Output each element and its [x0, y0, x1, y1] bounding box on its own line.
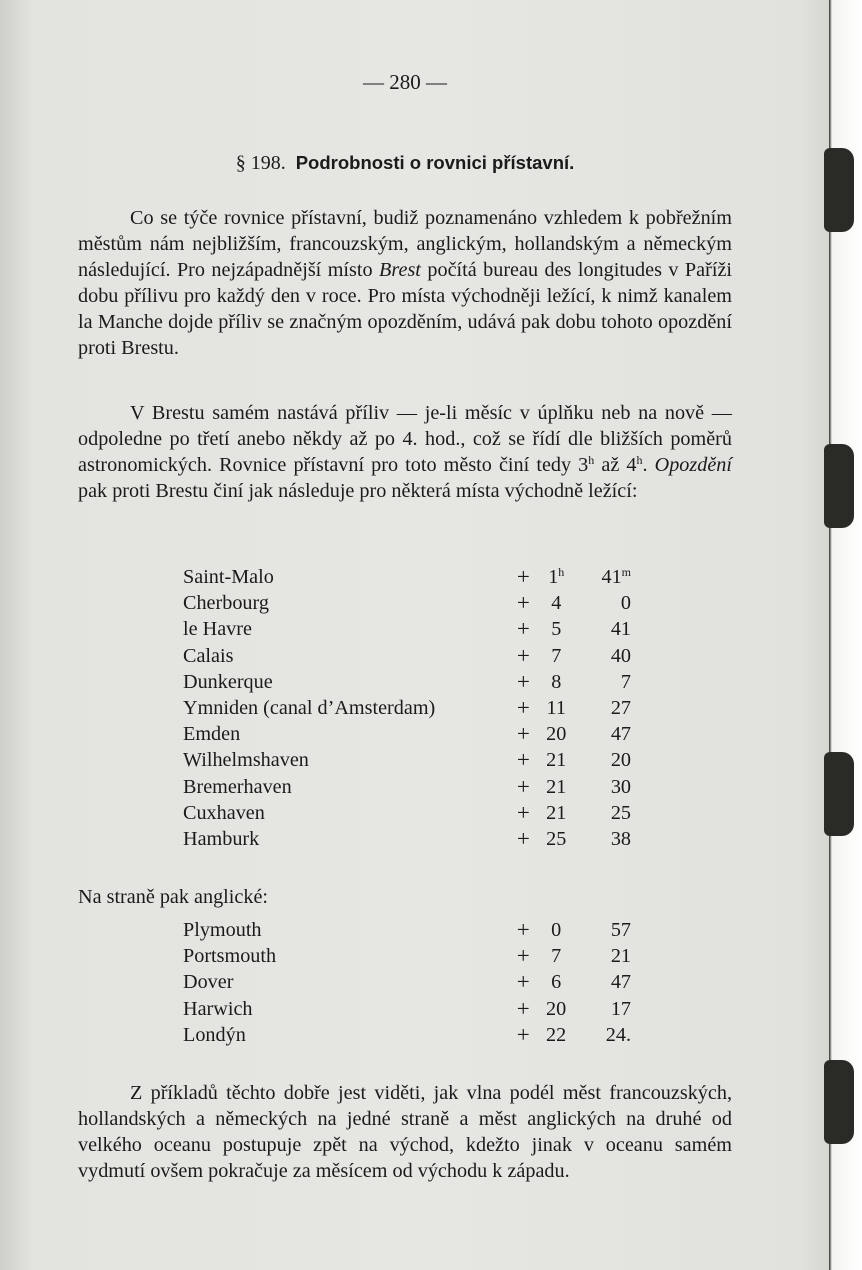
binding-mark: [824, 752, 854, 836]
minutes-value: 7: [620, 670, 631, 693]
brest-italic: Brest: [379, 259, 421, 282]
plus-sign: +: [516, 826, 530, 852]
brest-text-3: .: [642, 454, 655, 477]
hour-superscript: h: [588, 453, 595, 468]
port-name: le Havre: [183, 618, 252, 641]
hours-value: 4: [551, 592, 562, 615]
table-row: [183, 590, 643, 616]
port-name: Dunkerque: [183, 670, 273, 693]
port-name: Saint-Malo: [183, 566, 274, 588]
table-row: [183, 996, 643, 1022]
hours-value: 20: [546, 997, 567, 1020]
hours-value: 8: [551, 670, 562, 693]
plus-sign: +: [516, 642, 530, 668]
table-row: [183, 800, 643, 826]
section-heading: [0, 152, 810, 175]
minutes-value: 30: [610, 775, 631, 798]
minutes-number: 41: [601, 566, 622, 588]
plus-sign: +: [516, 773, 530, 799]
plus-sign: +: [516, 590, 530, 616]
hours-value: [536, 564, 576, 590]
minutes-value: 27: [610, 697, 631, 720]
hours-value: 6: [551, 971, 562, 994]
plus-sign: +: [516, 799, 530, 825]
minutes-value: 38: [610, 828, 631, 851]
port-name: Emden: [183, 723, 241, 746]
continental-ports-table: [183, 564, 643, 852]
minutes-value: 47: [610, 723, 631, 746]
english-ports-table: [183, 917, 643, 1048]
minutes-value: 20: [610, 749, 631, 772]
port-name: Hamburk: [183, 828, 260, 851]
minutes-value: 41: [610, 618, 631, 641]
table-row: [183, 826, 643, 852]
intro-paragraph: [78, 205, 732, 362]
hours-value: 22: [546, 1023, 567, 1046]
hours-value: 21: [546, 749, 567, 772]
minutes-value: [576, 564, 643, 590]
plus-sign: +: [516, 668, 530, 694]
brest-text-1: V Brestu samém nastává příliv — je-li měsíc v úplňku neb na nově — odpoledne po třetí anebo někdy až po 4. hod., což se řídí dle bližších poměrů astronomických. Rovnice přístavní pro toto město činí tedy 3: [78, 402, 732, 477]
brest-text-4: pak proti Brestu činí jak následuje pro některá místa východně ležící:: [78, 480, 638, 503]
closing-paragraph: Z příkladů těchto dobře jest viděti, jak vlna podél měst francouzských, hollandských a německých na jedné straně a měst anglických na druhé od velkého oceanu postupuje zpět na východ, kdežto jinak v oceanu samém vydmutí ovšem pokračuje za měsícem od východu k západu.: [78, 1082, 732, 1183]
plus-sign: +: [516, 747, 530, 773]
minutes-value: 25: [610, 801, 631, 824]
table-row: [183, 917, 643, 943]
hours-value: 0: [551, 919, 562, 941]
brest-paragraph: [78, 400, 732, 504]
table-row: [183, 695, 643, 721]
table-row: [183, 669, 643, 695]
port-name: Wilhelmshaven: [183, 749, 309, 772]
intro-text-1: Co se týče rovnice přístavní, budiž poznamenáno vzhledem k pobřežním městům nám nejbližším, francouzským, anglickým, hollandským a německým následující. Pro nejzápadnější místo: [78, 207, 732, 282]
intro-text-2: počítá bureau des longitudes v Paříži dobu přílivu pro každý den v roce. Pro místa východněji ležící, k nimž kanalem la Manche dojde příliv se značným opozděním, udává pak dobu tohoto opozdění proti Brestu.: [78, 259, 733, 360]
table-row: [183, 774, 643, 800]
port-name: Calais: [183, 644, 234, 667]
english-side-heading: Na straně pak anglické:: [78, 886, 269, 908]
table-row: [183, 564, 643, 590]
port-name: Harwich: [183, 997, 253, 1020]
hours-value: 25: [546, 828, 567, 851]
brest-text-2: až 4: [594, 454, 637, 477]
port-name: Cherbourg: [183, 592, 269, 615]
section-number: § 198.: [235, 152, 286, 174]
hours-value: 20: [546, 723, 567, 746]
hours-number: 1: [548, 566, 559, 588]
plus-sign: +: [516, 564, 530, 589]
binding-mark: [824, 1060, 854, 1144]
hour-superscript: h: [636, 453, 643, 468]
table-row: [183, 721, 643, 747]
minutes-value: 17: [610, 997, 631, 1020]
table-row: [183, 1022, 643, 1048]
port-name: Cuxhaven: [183, 801, 265, 824]
port-name: Bremerhaven: [183, 775, 292, 798]
minutes-value: 40: [610, 644, 631, 667]
plus-sign: +: [516, 616, 530, 642]
plus-sign: +: [516, 721, 530, 747]
plus-sign: +: [516, 995, 530, 1021]
page-number: — 280 —: [363, 70, 447, 94]
port-name: Londýn: [183, 1023, 246, 1046]
table-row: [183, 643, 643, 669]
table-row: [183, 969, 643, 995]
port-name: Dover: [183, 971, 234, 994]
minutes-value: 57: [610, 919, 631, 941]
hours-unit: h: [558, 565, 565, 579]
hours-value: 11: [546, 697, 566, 720]
table-row: [183, 616, 643, 642]
minutes-value: 24.: [605, 1023, 631, 1046]
minutes-unit: m: [621, 565, 631, 579]
plus-sign: +: [516, 695, 530, 721]
plus-sign: +: [516, 917, 530, 942]
port-name: Portsmouth: [183, 945, 277, 968]
hours-value: 7: [551, 644, 562, 667]
port-name: Plymouth: [183, 919, 262, 941]
delay-italic: Opozdění: [654, 454, 733, 477]
hours-value: 21: [546, 775, 567, 798]
minutes-value: 47: [610, 971, 631, 994]
minutes-value: 0: [620, 592, 631, 615]
table-row: [183, 747, 643, 773]
section-title: Podrobnosti o rovnici přístavní.: [295, 152, 575, 173]
table-row: [183, 943, 643, 969]
hours-value: 21: [546, 801, 567, 824]
minutes-value: 21: [610, 945, 631, 968]
hours-value: 5: [551, 618, 562, 641]
binding-mark: [824, 148, 854, 232]
plus-sign: +: [516, 1021, 530, 1047]
port-name: Ymniden (canal d’Amsterdam): [183, 697, 436, 720]
binding-mark: [824, 444, 854, 528]
plus-sign: +: [516, 943, 530, 969]
plus-sign: +: [516, 969, 530, 995]
hours-value: 7: [551, 945, 562, 968]
